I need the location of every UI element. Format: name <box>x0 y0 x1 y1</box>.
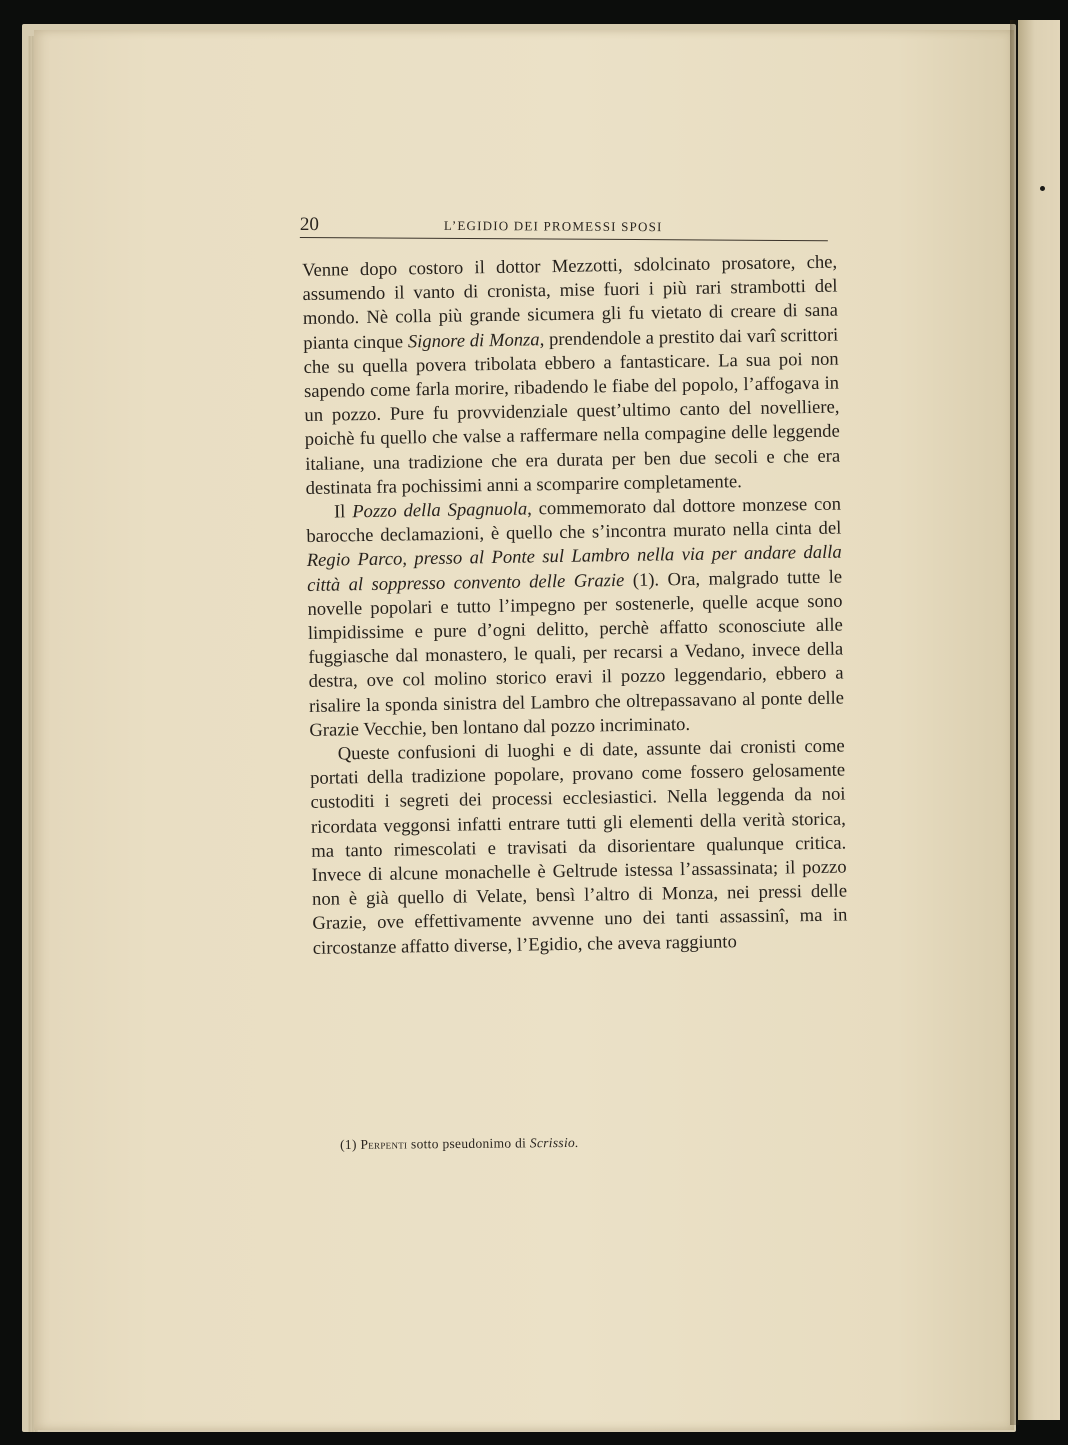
running-title: L’EGIDIO DEI PROMESSI SPOSI <box>443 217 663 235</box>
footnote: (1) Perpenti sotto pseudonimo di Scrissio. <box>340 1134 579 1152</box>
paragraph-1: Venne dopo costoro il dottor Mezzotti, sdolcinato prosatore, che, assumendo il vanto di cronista, mise fuori i più rari strambotti del mondo. Nè colla più grande sicumera gli fu vietato di creare di sana pianta cinque Signore di Monza, prendendole a prestito dai varî scrittori che su quella povera tribolata ebbero a fantasticare. La sua poi non sapendo come farla morire, ribadendo le fiabe del popolo, l’affogava in un pozzo. Pure fu provvidenziale quest’ultimo canto del novelliere, poichè fu quello che valse a raffermare nella compagine delle leggende italiane, una tradizione che era durata per ben due secoli e che era destinata fra pochissimi anni a scomparire completamente. <box>302 251 841 499</box>
ink-speck <box>1040 186 1045 191</box>
next-page-edge <box>1018 20 1060 1420</box>
footnote-marker: (1) <box>340 1136 357 1152</box>
footnote-author: Perpenti <box>360 1136 408 1152</box>
page-header <box>300 214 828 243</box>
paragraph-3: Queste confusioni di luoghi e di date, assunte dai cronisti come portati della tradizione popolare, provano come fossero gelosamente custoditi i segreti dei processi ecclesiastici. Nella leggenda da noi ricordata veggonsi infatti entrare tutti gli elementi della verità storica, ma tanto rimescolati e travisati da disorientare qualunque critica. Invece di alcune monachelle è Geltrude istessa l’assassinata; il pozzo non è già quello di Velate, bensì l’altro di Monza, nei pressi delle Grazie, ove effettivamente avvenne uno dei tanti assassinî, ma in circostanze affatto diverse, l’Egidio, che aveva raggiunto <box>309 735 848 959</box>
body-text <box>302 251 848 961</box>
paragraph-2: Il Pozzo della Spagnuola, commemorato dal dottore monzese con barocche declamazioni, è quello che s’incontra murato nella cinta del Regio Parco, presso al Ponte sul Lambro nella via per andare dalla città al soppresso convento delle Grazie (1). Ora, malgrado tutte le novelle popolari e tutto l’impegno per sostenerle, quelle acque sono limpidissime e pure d’ogni delitto, perchè affatto sconosciute alle fuggiasche dal monastero, le quali, per recarsi a Vedano, invece della destra, ove col molino storico eravi il pozzo leggendario, ebbero a risalire la sponda sinistra del Lambro che oltrepassavano al ponte delle Grazie Vecchie, ben lontano dal pozzo incriminato. <box>306 493 845 741</box>
footnote-pseudonym: Scrissio. <box>529 1134 579 1151</box>
page-number: 20 <box>299 214 319 236</box>
